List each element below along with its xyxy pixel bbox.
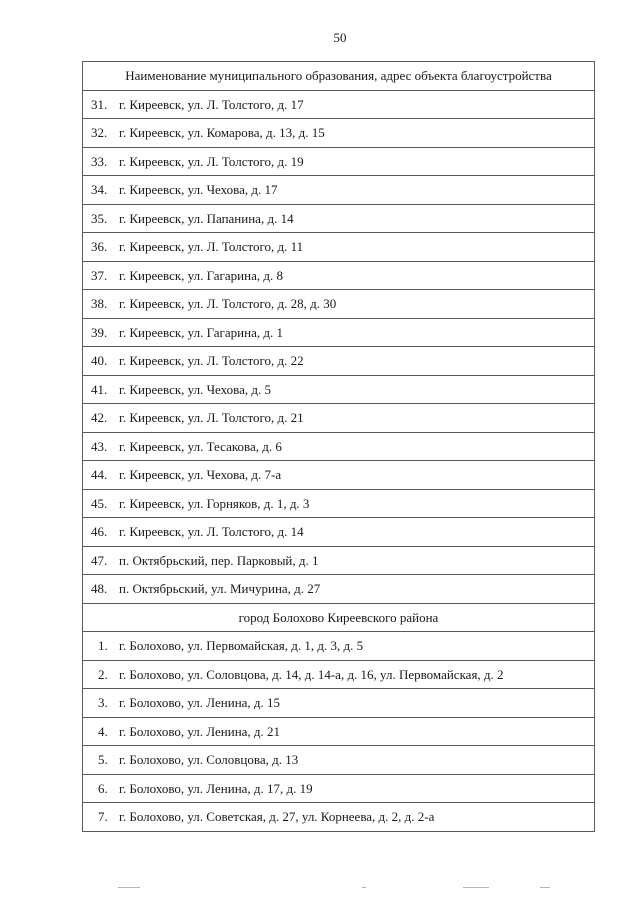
row-number: 38.: [91, 296, 108, 312]
row-address: г. Киреевск, ул. Л. Толстого, д. 21: [119, 410, 304, 426]
scan-speck: [463, 887, 489, 888]
row-address: г. Киреевск, ул. Л. Толстого, д. 17: [119, 96, 304, 112]
row-address: г. Киреевск, ул. Комарова, д. 13, д. 15: [119, 125, 325, 141]
row-address: г. Киреевск, ул. Папанина, д. 14: [119, 210, 294, 226]
row-address: г. Болохово, ул. Советская, д. 27, ул. Корнеева, д. 2, д. 2-а: [119, 809, 435, 825]
row-number: 43.: [91, 438, 108, 454]
row-address: г. Болохово, ул. Ленина, д. 15: [119, 695, 281, 711]
table-cell: [83, 290, 595, 319]
table-row: [83, 717, 595, 746]
table-cell: [83, 404, 595, 433]
row-address: г. Киреевск, ул. Л. Толстого, д. 11: [119, 239, 304, 255]
table-cell: [83, 204, 595, 233]
row-number: 44.: [91, 467, 108, 483]
row-address: п. Октябрьский, пер. Парковый, д. 1: [119, 552, 319, 568]
page-number: 50: [333, 30, 347, 45]
table-cell: [83, 489, 595, 518]
row-address: г. Киреевск, ул. Чехова, д. 5: [119, 381, 272, 397]
row-number: 34.: [91, 182, 108, 198]
table-row: [83, 318, 595, 347]
addresses-table: [82, 61, 595, 832]
row-number: 5.: [98, 752, 108, 768]
scan-speck: [540, 887, 550, 888]
row-address: г. Киреевск, ул. Чехова, д. 17: [119, 182, 278, 198]
table-cell: [83, 746, 595, 775]
row-number: 1.: [98, 638, 108, 654]
table-cell: [83, 90, 595, 119]
row-number: 2.: [98, 666, 108, 682]
table-row: [83, 90, 595, 119]
row-address: г. Киреевск, ул. Гагарина, д. 8: [119, 267, 283, 283]
table-cell: [83, 660, 595, 689]
row-address: г. Киреевск, ул. Л. Толстого, д. 19: [119, 153, 304, 169]
row-address: г. Болохово, ул. Ленина, д. 21: [119, 723, 281, 739]
table-cell: [83, 518, 595, 547]
table-row: [83, 546, 595, 575]
table-row: [83, 119, 595, 148]
table-row: [83, 689, 595, 718]
table-row: [83, 632, 595, 661]
table-row: [83, 204, 595, 233]
scan-speck: [118, 887, 140, 888]
table-row: [83, 489, 595, 518]
row-number: 40.: [91, 353, 108, 369]
table-cell: [83, 261, 595, 290]
table-cell: [83, 717, 595, 746]
table-cell: [83, 119, 595, 148]
table-row: [83, 461, 595, 490]
table-cell: [83, 461, 595, 490]
table-header-row: [83, 62, 595, 91]
table-cell: [83, 432, 595, 461]
row-number: 6.: [98, 780, 108, 796]
table-row: [83, 375, 595, 404]
table-row: [83, 746, 595, 775]
row-address: г. Болохово, ул. Соловцова, д. 13: [119, 752, 299, 768]
table-cell: [83, 318, 595, 347]
table-cell: [83, 147, 595, 176]
row-address: г. Киреевск, ул. Горняков, д. 1, д. 3: [119, 495, 310, 511]
row-number: 47.: [91, 552, 108, 568]
table-cell: [83, 803, 595, 832]
row-number: 42.: [91, 410, 108, 426]
table-row: [83, 290, 595, 319]
table-cell: [83, 546, 595, 575]
row-number: 41.: [91, 381, 108, 397]
table-cell: [83, 375, 595, 404]
table-cell: [83, 176, 595, 205]
table-row: [83, 176, 595, 205]
row-number: 39.: [91, 324, 108, 340]
table-row: [83, 432, 595, 461]
table-cell: [83, 347, 595, 376]
row-number: 36.: [91, 239, 108, 255]
table-cell: [83, 233, 595, 262]
row-address: г. Киреевск, ул. Л. Толстого, д. 14: [119, 524, 304, 540]
table-row: [83, 660, 595, 689]
table-row: [83, 404, 595, 433]
row-address: г. Киреевск, ул. Гагарина, д. 1: [119, 324, 283, 340]
row-number: 37.: [91, 267, 108, 283]
table-row: [83, 803, 595, 832]
table-row: [83, 575, 595, 604]
table-row: [83, 518, 595, 547]
row-address: г. Киреевск, ул. Л. Толстого, д. 28, д. 30: [119, 296, 337, 312]
table-cell: [83, 774, 595, 803]
row-number: 35.: [91, 210, 108, 226]
row-address: п. Октябрьский, ул. Мичурина, д. 27: [119, 581, 321, 597]
table-cell: [83, 689, 595, 718]
table-cell: [83, 632, 595, 661]
row-number: 33.: [91, 153, 108, 169]
section-heading: город Болохово Киреевского района: [83, 603, 595, 632]
scan-speck: [362, 887, 366, 888]
row-number: 46.: [91, 524, 108, 540]
row-number: 48.: [91, 581, 108, 597]
table-row: [83, 147, 595, 176]
row-address: г. Болохово, ул. Ленина, д. 17, д. 19: [119, 780, 313, 796]
table-row: [83, 233, 595, 262]
row-address: г. Болохово, ул. Соловцова, д. 14, д. 14-а, д. 16, ул. Первомайская, д. 2: [119, 666, 504, 682]
table-row: [83, 261, 595, 290]
row-address: г. Киреевск, ул. Тесакова, д. 6: [119, 438, 282, 454]
row-number: 45.: [91, 495, 108, 511]
table-cell: [83, 575, 595, 604]
row-address: г. Киреевск, ул. Чехова, д. 7-а: [119, 467, 282, 483]
row-address: г. Киреевск, ул. Л. Толстого, д. 22: [119, 353, 304, 369]
table-row: [83, 347, 595, 376]
table-row: [83, 774, 595, 803]
table-header-cell: Наименование муниципального образования, адрес объекта благоустройства: [83, 62, 595, 91]
row-number: 31.: [91, 96, 108, 112]
row-number: 3.: [98, 695, 108, 711]
row-number: 32.: [91, 125, 108, 141]
row-number: 4.: [98, 723, 108, 739]
row-address: г. Болохово, ул. Первомайская, д. 1, д. 3, д. 5: [119, 638, 364, 654]
section-heading-row: [83, 603, 595, 632]
row-number: 7.: [98, 809, 108, 825]
addresses-table-body: [83, 62, 595, 832]
